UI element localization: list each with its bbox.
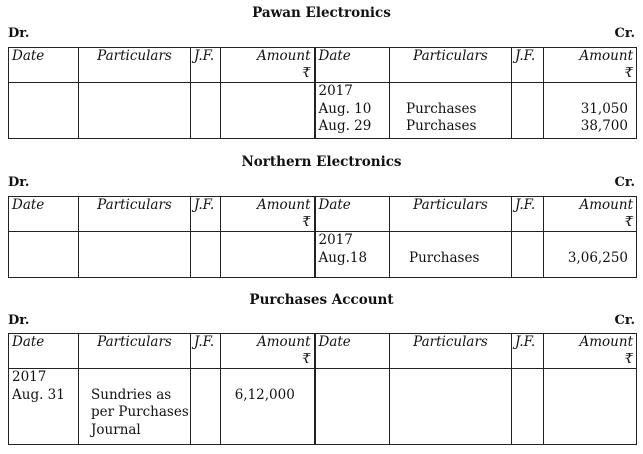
header-jf: J.F.: [191, 48, 221, 83]
header-particulars: Particulars: [79, 48, 191, 83]
amount-label: Amount: [579, 197, 633, 213]
amount-label: Amount: [579, 48, 633, 64]
credit-date-cell: [315, 369, 390, 445]
header-particulars: Particulars: [390, 197, 512, 232]
credit-jf-cell: [512, 83, 544, 139]
header-particulars: Particulars: [390, 48, 512, 83]
dr-label: Dr.: [8, 313, 30, 328]
credit-amount-cell: [544, 232, 637, 278]
header-date: Date: [315, 197, 390, 232]
header-date: Date: [9, 197, 79, 232]
rupee-symbol: ₹: [624, 214, 633, 230]
header-row: [9, 197, 637, 232]
credit-amount: 3,06,250: [567, 249, 628, 266]
header-row: [9, 48, 637, 83]
body-row: [9, 369, 637, 445]
credit-year: 2017: [318, 232, 353, 248]
rupee-symbol: ₹: [624, 351, 633, 367]
credit-particulars: Purchases: [406, 100, 477, 117]
header-date: Date: [315, 48, 390, 83]
header-amount: [221, 197, 315, 232]
credit-particulars-cell: [390, 83, 512, 139]
cr-label: Cr.: [614, 26, 635, 41]
header-jf: J.F.: [512, 48, 544, 83]
credit-amount-cell: [544, 83, 637, 139]
cr-label: Cr.: [614, 313, 635, 328]
credit-date: Aug.18: [318, 249, 368, 266]
credit-amount: 31,050: [580, 100, 628, 117]
header-jf: J.F.: [191, 334, 221, 369]
debit-date-cell: [9, 83, 79, 139]
credit-date-cell: [315, 83, 390, 139]
header-particulars: Particulars: [390, 334, 512, 369]
credit-particulars-cell: [390, 369, 512, 445]
rupee-symbol: ₹: [301, 351, 311, 367]
debit-date: Aug. 31: [12, 386, 65, 403]
debit-amount-cell: [221, 369, 315, 445]
debit-particulars-line: Sundries as: [91, 386, 172, 403]
credit-date-cell: [315, 232, 390, 278]
header-amount: [544, 197, 637, 232]
header-amount: [544, 334, 637, 369]
debit-date-cell: [9, 369, 79, 445]
header-particulars: Particulars: [79, 197, 191, 232]
header-jf: J.F.: [512, 334, 544, 369]
credit-particulars: Purchases: [406, 118, 477, 134]
header-jf: J.F.: [191, 197, 221, 232]
credit-amount: 38,700: [580, 118, 628, 134]
ledger-title-purchases: Purchases Account: [249, 292, 394, 308]
debit-amount-cell: [221, 232, 315, 278]
amount-label: Amount: [579, 334, 633, 350]
amount-label: Amount: [257, 48, 311, 64]
ledger-table-purchases: [8, 333, 637, 445]
credit-particulars-cell: [390, 232, 512, 278]
header-date: Date: [315, 334, 390, 369]
header-row: [9, 334, 637, 369]
ledger-title-northern: Northern Electronics: [241, 154, 402, 170]
rupee-symbol: ₹: [301, 65, 311, 81]
body-row: [9, 83, 637, 139]
dr-label: Dr.: [8, 26, 30, 41]
credit-jf-cell: [512, 232, 544, 278]
debit-particulars-line: per Purchases: [91, 404, 189, 420]
debit-jf-cell: [191, 369, 221, 445]
credit-year: 2017: [318, 83, 353, 99]
rupee-symbol: ₹: [624, 65, 633, 81]
credit-date: Aug. 29: [318, 118, 372, 134]
amount-label: Amount: [257, 334, 311, 350]
credit-jf-cell: [512, 369, 544, 445]
header-jf: J.F.: [512, 197, 544, 232]
debit-particulars-line: Journal: [91, 421, 141, 438]
amount-label: Amount: [257, 197, 311, 213]
debit-jf-cell: [191, 83, 221, 139]
header-amount: [544, 48, 637, 83]
debit-year: 2017: [12, 369, 47, 385]
debit-amount-cell: [221, 83, 315, 139]
header-amount: [221, 48, 315, 83]
debit-particulars-cell: [79, 83, 191, 139]
ledger-table-pawan: [8, 47, 637, 139]
credit-amount-cell: [544, 369, 637, 445]
debit-particulars-cell: [79, 369, 191, 445]
credit-date: Aug. 10: [318, 100, 372, 117]
header-date: Date: [9, 334, 79, 369]
cr-label: Cr.: [614, 175, 635, 190]
debit-amount: 6,12,000: [234, 386, 295, 403]
header-particulars: Particulars: [79, 334, 191, 369]
rupee-symbol: ₹: [301, 214, 311, 230]
dr-label: Dr.: [8, 175, 30, 190]
ledger-title-pawan: Pawan Electronics: [252, 5, 391, 21]
debit-particulars-cell: [79, 232, 191, 278]
body-row: [9, 232, 637, 278]
header-amount: [221, 334, 315, 369]
debit-date-cell: [9, 232, 79, 278]
header-date: Date: [9, 48, 79, 83]
debit-jf-cell: [191, 232, 221, 278]
credit-particulars: Purchases: [409, 249, 480, 266]
ledger-table-northern: [8, 196, 637, 278]
